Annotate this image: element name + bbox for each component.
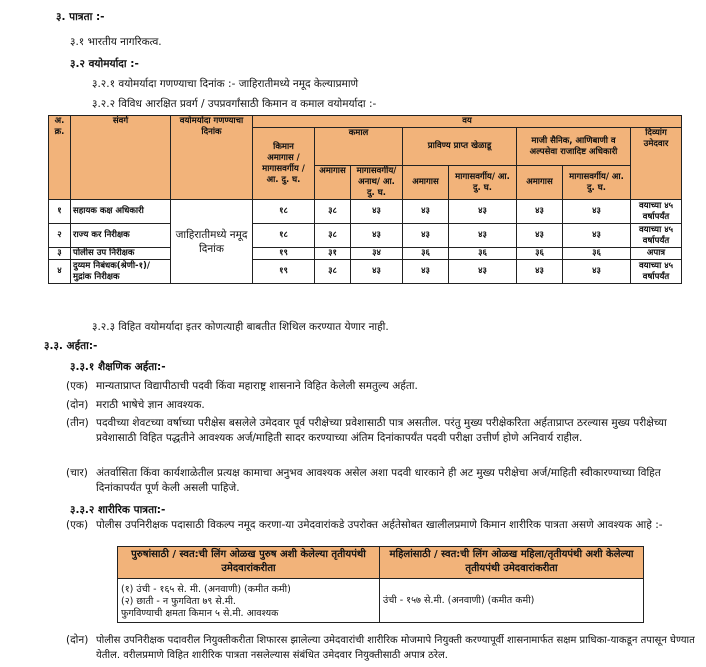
row-serial: २: [49, 224, 71, 248]
men-chest-expansion: फुगविण्याची क्षमता किमान ५ से.मी. आवश्यक: [121, 608, 279, 619]
women-requirements: [380, 579, 644, 623]
header-sports: प्राविण्य प्राप्त खेळाडू: [403, 128, 517, 166]
section-3-2-3: ३.२.३ विहित वयोमर्यादा इतर कोणत्याही बाबतीत शिथिल करण्यात येणार नाही.: [92, 321, 389, 333]
section-3-2-1: ३.२.१ वयोमर्यादा गणण्याचा दिनांक :- जाहिरातीमध्ये नमूद केल्याप्रमाणे: [92, 78, 359, 90]
header-ex-open: अमागास: [517, 166, 563, 200]
date-value: जाहिरातीमध्ये नमूद दिनांक: [171, 200, 253, 284]
row-cadre: पोलीस उप निरीक्षक: [71, 248, 171, 260]
row-max-back: ३४: [351, 248, 403, 260]
row-ex-open: ३६: [517, 248, 563, 260]
age-limit-table: [48, 115, 682, 284]
row-cadre: राज्य कर निरीक्षक: [71, 224, 171, 248]
phys-label-2: (दोन): [66, 634, 89, 646]
row-ex-open: ४३: [517, 260, 563, 284]
header-min-label: किमान: [273, 141, 294, 152]
table-row: [49, 248, 682, 260]
row-sp-back: ४३: [449, 200, 517, 224]
header-divyang: दिव्यांग उमेदवार: [631, 128, 682, 200]
item-text-1: मान्यताप्राप्त विद्यापीठाची पदवी किंवा महाराष्ट्र शासनाने विहित केलेली समतुल्य अर्हता.: [96, 380, 418, 392]
section-3-3-1: ३.३.१ शैक्षणिक अर्हता:-: [70, 361, 166, 373]
item-label-2: (दोन): [66, 399, 89, 411]
section-3-2: ३.२ वयोमर्यादा :-: [70, 58, 139, 70]
row-serial: ४: [49, 260, 71, 284]
row-sp-back: ३६: [449, 248, 517, 260]
item-label-1: (एक): [66, 380, 89, 392]
section-3-1: ३.१ भारतीय नागरिकत्व.: [70, 36, 162, 48]
row-ex-back: ३६: [563, 248, 631, 260]
row-min: १८: [253, 224, 315, 248]
women-height: उंची - १५७ से.मी. (अनवाणी) (कमीत कमी): [383, 594, 535, 606]
row-ex-back: ४३: [563, 224, 631, 248]
item-label-4: (चार): [66, 467, 88, 479]
row-divyang: अपात्र: [631, 248, 682, 260]
header-women: महिलांसाठी / स्वत:ची लिंग ओळख महिला/तृतीयपंथी अशी केलेल्या तृतीयपंथी उमेदवारांकरीता: [380, 547, 644, 579]
row-max-open: ३८: [315, 200, 351, 224]
phys-text-2: पोलीस उपनिरीक्षक पदावरील नियुक्तीकरीता शिफारस झालेल्या उमेदवारांची शारीरिक मोजमापे नियुक्ती करण्यापूर्वी शासनामार्फत सक्षम प्राधिका-याकडून तपासून घेण्यात येतील. वरीलप्रमाणे विहित शारीरिक पात्रता नसलेल्यास संबंधित उमेदवार नियुक्तीसाठी अपात्र ठरेल.: [96, 635, 695, 661]
section-3-3-title: ३.३. अर्हता:-: [44, 340, 98, 352]
row-sp-open: ४३: [403, 260, 449, 284]
row-min: १८: [253, 200, 315, 224]
row-ex-back: ४३: [563, 200, 631, 224]
row-serial: १: [49, 200, 71, 224]
table-row: [49, 224, 682, 248]
header-max: कमाल: [315, 128, 403, 166]
row-min: १९: [253, 248, 315, 260]
header-men: पुरुषांसाठी / स्वत:ची लिंग ओळख पुरुष अशी केलेल्या तृतीयपंथी उमेदवारांकरीता: [118, 547, 380, 579]
header-min: [253, 128, 315, 200]
row-max-open: ३८: [315, 224, 351, 248]
item-label-3: (तीन): [66, 417, 89, 429]
row-cadre: दुय्यम निबंधक(श्रेणी-१)/ मुद्रांक निरीक्षक: [71, 260, 171, 284]
item-text-2: मराठी भाषेचे ज्ञान आवश्यक.: [96, 399, 205, 411]
row-divyang: वयाच्या ४५ वर्षापर्यंत: [631, 224, 682, 248]
men-height: (१) उंची - १६५ से. मी. (अनवाणी) (कमीत कमी): [121, 584, 291, 595]
table-row: [49, 200, 682, 224]
phys-text-1: पोलीस उपनिरीक्षक पदासाठी विकल्प नमूद करणा-या उमेदवारांकडे उपरोक्त अर्हतेसोबत खालीलप्रमाणे किमान शारीरिक पात्रता असणे आवश्यक आहे :-: [96, 519, 663, 531]
header-max-backward: मागासवर्गीय/ अनाथ/ आ. दु. घ.: [351, 166, 403, 200]
row-sp-open: ४३: [403, 200, 449, 224]
header-cadre: संवर्ग: [71, 116, 171, 200]
header-serial: अ. क्र.: [49, 116, 71, 200]
row-divyang: वयाच्या ४५ वर्षापर्यंत: [631, 260, 682, 284]
row-cadre: सहायक कक्ष अधिकारी: [71, 200, 171, 224]
men-chest: (२) छाती - न फुगविता ७९ से.मी.: [121, 596, 236, 607]
physical-eligibility-table: [117, 546, 644, 623]
header-age: वय: [253, 116, 682, 128]
row-max-open: ३८: [315, 260, 351, 284]
men-requirements: [118, 579, 380, 623]
row-max-back: ४३: [351, 260, 403, 284]
header-ex-servicemen: माजी सैनिक, आणिबाणी व अल्पसेवा राजादिष्ट अधिकारी: [517, 128, 631, 166]
section-3-3-2: ३.३.२ शारीरिक पात्रता:-: [70, 504, 166, 516]
header-date: वयोमर्यादा गणण्याचा दिनांक: [171, 116, 253, 200]
row-serial: ३: [49, 248, 71, 260]
row-ex-open: ४३: [517, 224, 563, 248]
section-3-2-2: ३.२.२ विविध आरक्षित प्रवर्ग / उपप्रवर्गांसाठी किमान व कमाल वयोमर्यादा :-: [92, 98, 377, 110]
section-3-title: ३. पात्रता :-: [56, 11, 105, 23]
table-row: [49, 260, 682, 284]
row-divyang: वयाच्या ४५ वर्षापर्यंत: [631, 200, 682, 224]
row-ex-open: ४३: [517, 200, 563, 224]
item-text-4: अंतर्वासिता किंवा कार्यशाळेतील प्रत्यक्ष कामाचा अनुभव आवश्यक असेल अशा पदवी धारकाने ही अट मुख्य परीक्षेचा अर्ज/माहिती स्वीकारण्याच्या विहित दिनांकापर्यंत पूर्ण केली असली पाहिजे.: [96, 467, 661, 494]
row-max-back: ४३: [351, 200, 403, 224]
row-max-back: ४३: [351, 224, 403, 248]
header-max-open: अमागास: [315, 166, 351, 200]
header-min-sub: अमागास / मागासवर्गीय / आ. दु. घ.: [262, 152, 305, 185]
header-sports-open: अमागास: [403, 166, 449, 200]
item-text-3: पदवीच्या शेवटच्या वर्षाच्या परीक्षेस बसलेले उमेदवार पूर्व परीक्षेच्या प्रवेशासाठी पात्र असतील. परंतु मुख्य परीक्षेकरिता अर्हताप्राप्त ठरल्यास मुख्य परीक्षेच्या प्रवेशासाठी विहित पद्धतीने आवश्यक अर्ज/माहिती सादर करण्याच्या अंतिम दिनांकापर्यंत पदवी परीक्षा उत्तीर्ण होणे अनिवार्य राहील.: [96, 417, 667, 444]
row-sp-open: ४३: [403, 224, 449, 248]
row-ex-back: ४३: [563, 260, 631, 284]
header-sports-backward: मागासवर्गीय/ आ. दु. घ.: [449, 166, 517, 200]
row-sp-back: ४३: [449, 260, 517, 284]
row-sp-open: ३६: [403, 248, 449, 260]
row-max-open: ३१: [315, 248, 351, 260]
header-ex-backward: मागासवर्गीय/ आ. दु. घ.: [563, 166, 631, 200]
row-sp-back: ४३: [449, 224, 517, 248]
row-min: १९: [253, 260, 315, 284]
phys-label-1: (एक): [66, 519, 89, 531]
